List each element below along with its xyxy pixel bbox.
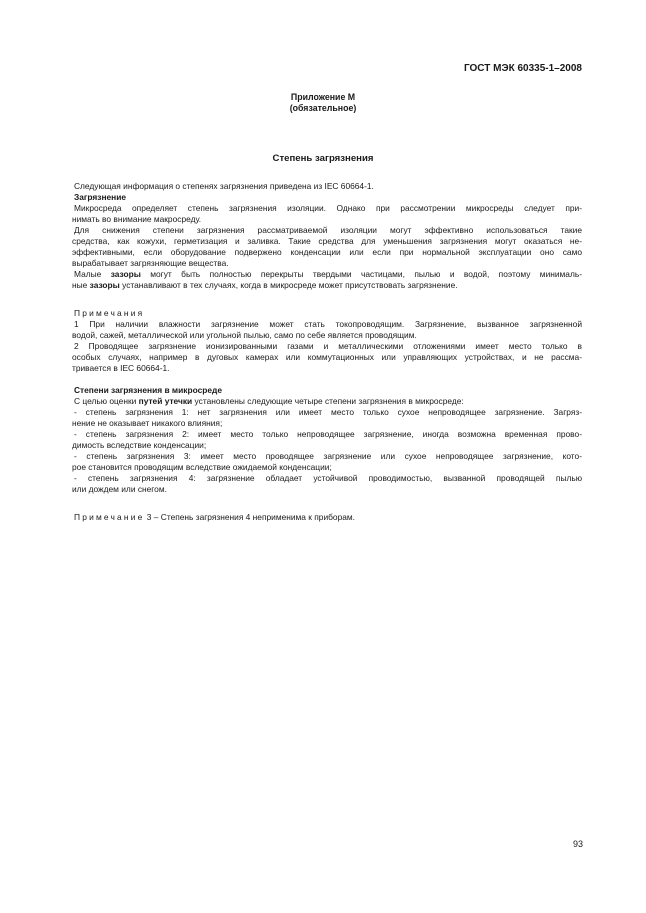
degrees-section (74, 385, 582, 495)
term-clearances: зазоры (110, 269, 141, 279)
para-2-line-4: вырабатывает загрязняющие вещества. (72, 258, 229, 268)
intro-paragraph: Следующая информация о степенях загрязнения приведена из IEC 60664-1. (74, 181, 374, 191)
para-3-line-1: Малые зазоры могут быть полностью перекрыты твердыми частицами, пылью и водой, поэтому минималь- (74, 269, 582, 279)
degree-1-line-2: нение не оказывает никакого влияния; (72, 418, 223, 428)
degrees-intro: С целью оценки путей утечки установлены следующие четыре степени загрязнения в микросреде: (74, 396, 464, 406)
note-3 (74, 512, 582, 523)
para-2-line-3: эффективными, если оборудование подвержено конденсации или если при нормальной эксплуатации оно само (72, 247, 582, 257)
degree-3-line-2: рое становится проводящим вследствие ожидаемой конденсации; (72, 462, 332, 472)
para-3-line-2: ные зазоры устанавливают в тех случаях, когда в микросреде может присутствовать загрязнение. (72, 280, 458, 290)
note-2-line-3: тривается в IEC 60664-1. (72, 363, 170, 373)
note-3-label: Примечание (74, 512, 145, 522)
degree-4-line-2: или дождем или снегом. (72, 484, 167, 494)
note-1-line-1: 1 При наличии влажности загрязнение может стать токопроводящим. Загрязнение, вызванное загрязненной (74, 319, 582, 329)
degree-3-line-1: - степень загрязнения 3: имеет место проводящее загрязнение или сухое непроводящее загрязнение, кото- (74, 451, 582, 461)
notes-block (74, 308, 582, 374)
pollution-section (74, 181, 582, 291)
term-clearances-2: зазоры (89, 280, 120, 290)
note-2-line-2: особых случаях, например в дуговых камерах или коммутационных или управляющих устройствах, и не рассма- (72, 352, 582, 362)
degree-1-line-1: - степень загрязнения 1: нет загрязнения или имеет место только сухое непроводящее загрязнение. Загряз- (74, 407, 582, 417)
para-2-line-1: Для снижения степени загрязнения рассматриваемой изоляции могут эффективно использоваться такие (74, 225, 582, 235)
appendix-status: (обязательное) (289, 103, 357, 113)
note-1-line-2: водой, сажей, металлической или угольной пылью, само по себе является проводящим. (72, 330, 417, 340)
standard-designation: ГОСТ МЭК 60335-1–2008 (463, 63, 582, 74)
degree-4-line-1: - степень загрязнения 4: загрязнение обладает устойчивой проводимостью, вызванной проводящей пылью (74, 473, 582, 483)
section-title: Степень загрязнения (272, 153, 374, 164)
appendix-heading (0, 92, 646, 114)
pollution-heading: Загрязнение (74, 192, 127, 202)
term-creepage: путей утечки (138, 396, 193, 406)
degree-2-line-1: - степень загрязнения 2: имеет место только непроводящее загрязнение, иногда возможна временная прово- (74, 429, 582, 439)
notes-heading: Примечания (74, 308, 145, 318)
note-2-line-1: 2 Проводящее загрязнение ионизированными газами и металлическими отложениями имеет место только в (74, 341, 582, 351)
para-1-line-1: Микросреда определяет степень загрязнения изоляции. Однако при рассмотрении микросреды следует при- (74, 203, 582, 213)
degree-2-line-2: димость вследствие конденсации; (72, 440, 207, 450)
degrees-heading: Степени загрязнения в микросреде (74, 385, 222, 395)
para-2-line-2: средства, как кожухи, герметизация и заливка. Такие средства для уменьшения загрязнения могут оказаться не- (72, 236, 582, 246)
note-3-text: 3 – Степень загрязнения 4 неприменима к приборам. (144, 512, 355, 522)
para-1-line-2: нимать во внимание макросреду. (72, 214, 202, 224)
appendix-label: Приложение М (290, 92, 356, 102)
page-number: 93 (572, 839, 583, 849)
